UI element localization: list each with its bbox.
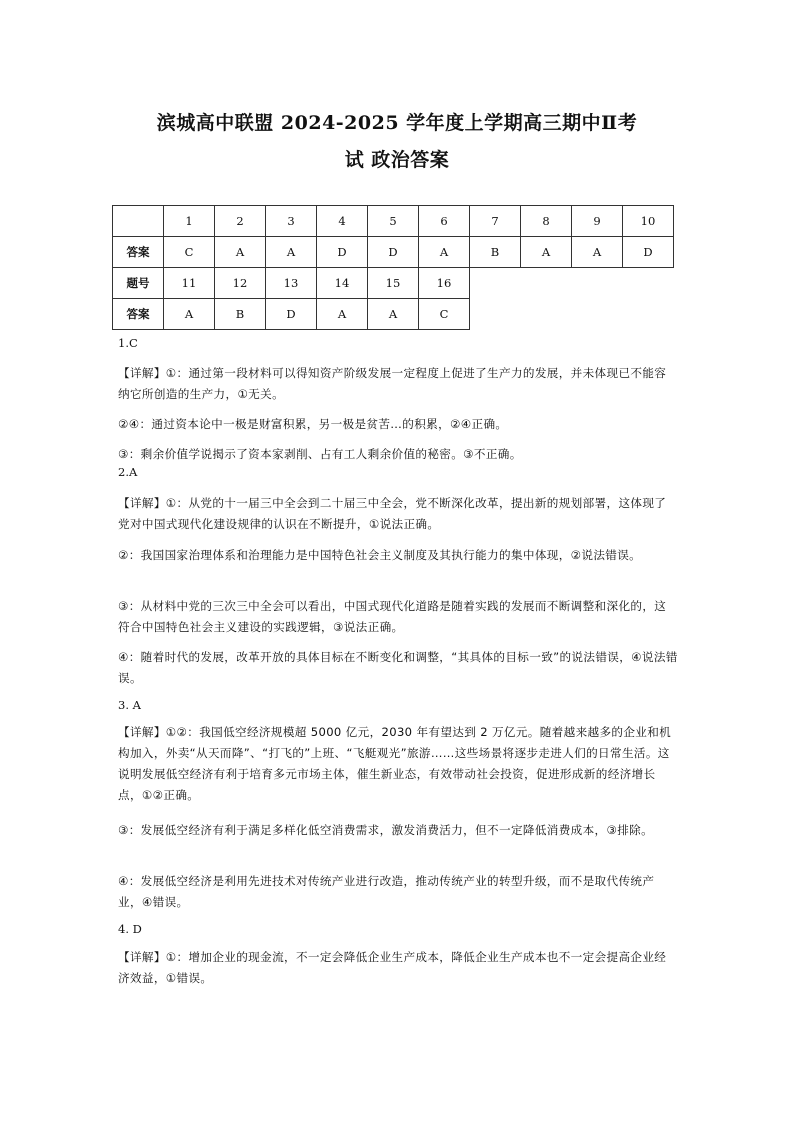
table-cell: 7 (470, 206, 521, 237)
question-3-answer: 3. A (118, 698, 141, 712)
table-cell: 9 (572, 206, 623, 237)
question-2-explanation-2: ②：我国国家治理体系和治理能力是中国特色社会主义制度及其执行能力的集中体现，②说法错误。 (118, 548, 642, 562)
table-cell: 1 (164, 206, 215, 237)
table-cell: 6 (419, 206, 470, 237)
question-3-explanation-1: 【详解】①②：我国低空经济规模超 5000 亿元，2030 年有望达到 2 万亿元。随着越来越多的企业和机构加入，外卖“从天而降”、“打飞的”上班、“飞艇观光”旅游……这些场景将逐步走进人们的日常生活。这说明发展低空经济有利于培育多元市场主体，催生新业态，有效带动社会投资，促进形成新的经济增长点，①②正确。 (118, 725, 672, 802)
question-2-explanation-3: ③：从材料中党的三次三中全会可以看出，中国式现代化道路是随着实践的发展而不断调整和深化的，这符合中国特色社会主义建设的实践逻辑，③说法正确。 (118, 599, 667, 634)
table-cell: A (266, 237, 317, 268)
table-cell: 4 (317, 206, 368, 237)
document-title-line2: 试 政治答案 (344, 149, 450, 171)
table-cell: 11 (164, 268, 215, 299)
question-2-explanation-1: 【详解】①：从党的十一届三中全会到二十届三中全会，党不断深化改革，提出新的规划部署，这体现了党对中国式现代化建设规律的认识在不断提升，①说法正确。 (118, 496, 667, 531)
table-cell (113, 206, 164, 237)
table-cell: A (572, 237, 623, 268)
table-empty-cell (470, 299, 521, 330)
table-empty-cell (470, 268, 521, 299)
answer-table (112, 205, 674, 330)
table-cell: B (215, 299, 266, 330)
table-cell: B (470, 237, 521, 268)
table-cell: A (521, 237, 572, 268)
table-cell: 8 (521, 206, 572, 237)
question-1-answer: 1.C (118, 336, 138, 350)
table-empty-cell (572, 268, 623, 299)
table-row-question-numbers-2 (113, 268, 674, 299)
table-empty-cell (572, 299, 623, 330)
table-row-header: 题号 (113, 268, 164, 299)
table-cell: D (368, 237, 419, 268)
document-title-line1: 滨城高中联盟 2024-2025 学年度上学期高三期中Ⅱ考 (156, 112, 638, 134)
question-3-explanation-3: ④：发展低空经济是利用先进技术对传统产业进行改造，推动传统产业的转型升级，而不是取代传统产业，④错误。 (118, 874, 655, 909)
table-cell: 12 (215, 268, 266, 299)
table-cell: 2 (215, 206, 266, 237)
question-1-explanation-3: ③：剩余价值学说揭示了资本家剥削、占有工人剩余价值的秘密。③不正确。 (118, 447, 522, 461)
table-empty-cell (521, 268, 572, 299)
table-cell: A (215, 237, 266, 268)
table-cell: A (164, 299, 215, 330)
table-cell: D (266, 299, 317, 330)
table-cell: 5 (368, 206, 419, 237)
table-empty-cell (623, 299, 674, 330)
question-2-explanation-4: ④：随着时代的发展，改革开放的具体目标在不断变化和调整，“其具体的目标一致”的说法错误，④说法错误。 (118, 650, 678, 685)
table-empty-cell (521, 299, 572, 330)
question-4-answer: 4. D (118, 922, 142, 936)
table-cell: D (317, 237, 368, 268)
table-cell: D (623, 237, 674, 268)
table-row-answers-1 (113, 237, 674, 268)
table-row-header: 答案 (113, 237, 164, 268)
table-cell: 10 (623, 206, 674, 237)
table-empty-cell (623, 268, 674, 299)
table-cell: 13 (266, 268, 317, 299)
table-cell: A (368, 299, 419, 330)
question-3-explanation-2: ③：发展低空经济有利于满足多样化低空消费需求，激发消费活力，但不一定降低消费成本，③排除。 (118, 823, 654, 837)
table-cell: 14 (317, 268, 368, 299)
table-cell: C (419, 299, 470, 330)
table-cell: 15 (368, 268, 419, 299)
table-cell: C (164, 237, 215, 268)
table-row-header: 答案 (113, 299, 164, 330)
table-cell: A (317, 299, 368, 330)
table-cell: 16 (419, 268, 470, 299)
question-1-explanation-1: 【详解】①：通过第一段材料可以得知资产阶级发展一定程度上促进了生产力的发展，并未体现已不能容纳它所创造的生产力，①无关。 (118, 366, 667, 401)
question-2-answer: 2.A (118, 465, 138, 479)
table-row-question-numbers-1 (113, 206, 674, 237)
table-row-answers-2 (113, 299, 674, 330)
table-cell: 3 (266, 206, 317, 237)
table-cell: A (419, 237, 470, 268)
question-4-explanation-1: 【详解】①：增加企业的现金流，不一定会降低企业生产成本，降低企业生产成本也不一定会提高企业经济效益，①错误。 (118, 950, 667, 985)
question-1-explanation-2: ②④：通过资本论中一极是财富积累，另一极是贫苦…的积累，②④正确。 (118, 417, 508, 431)
